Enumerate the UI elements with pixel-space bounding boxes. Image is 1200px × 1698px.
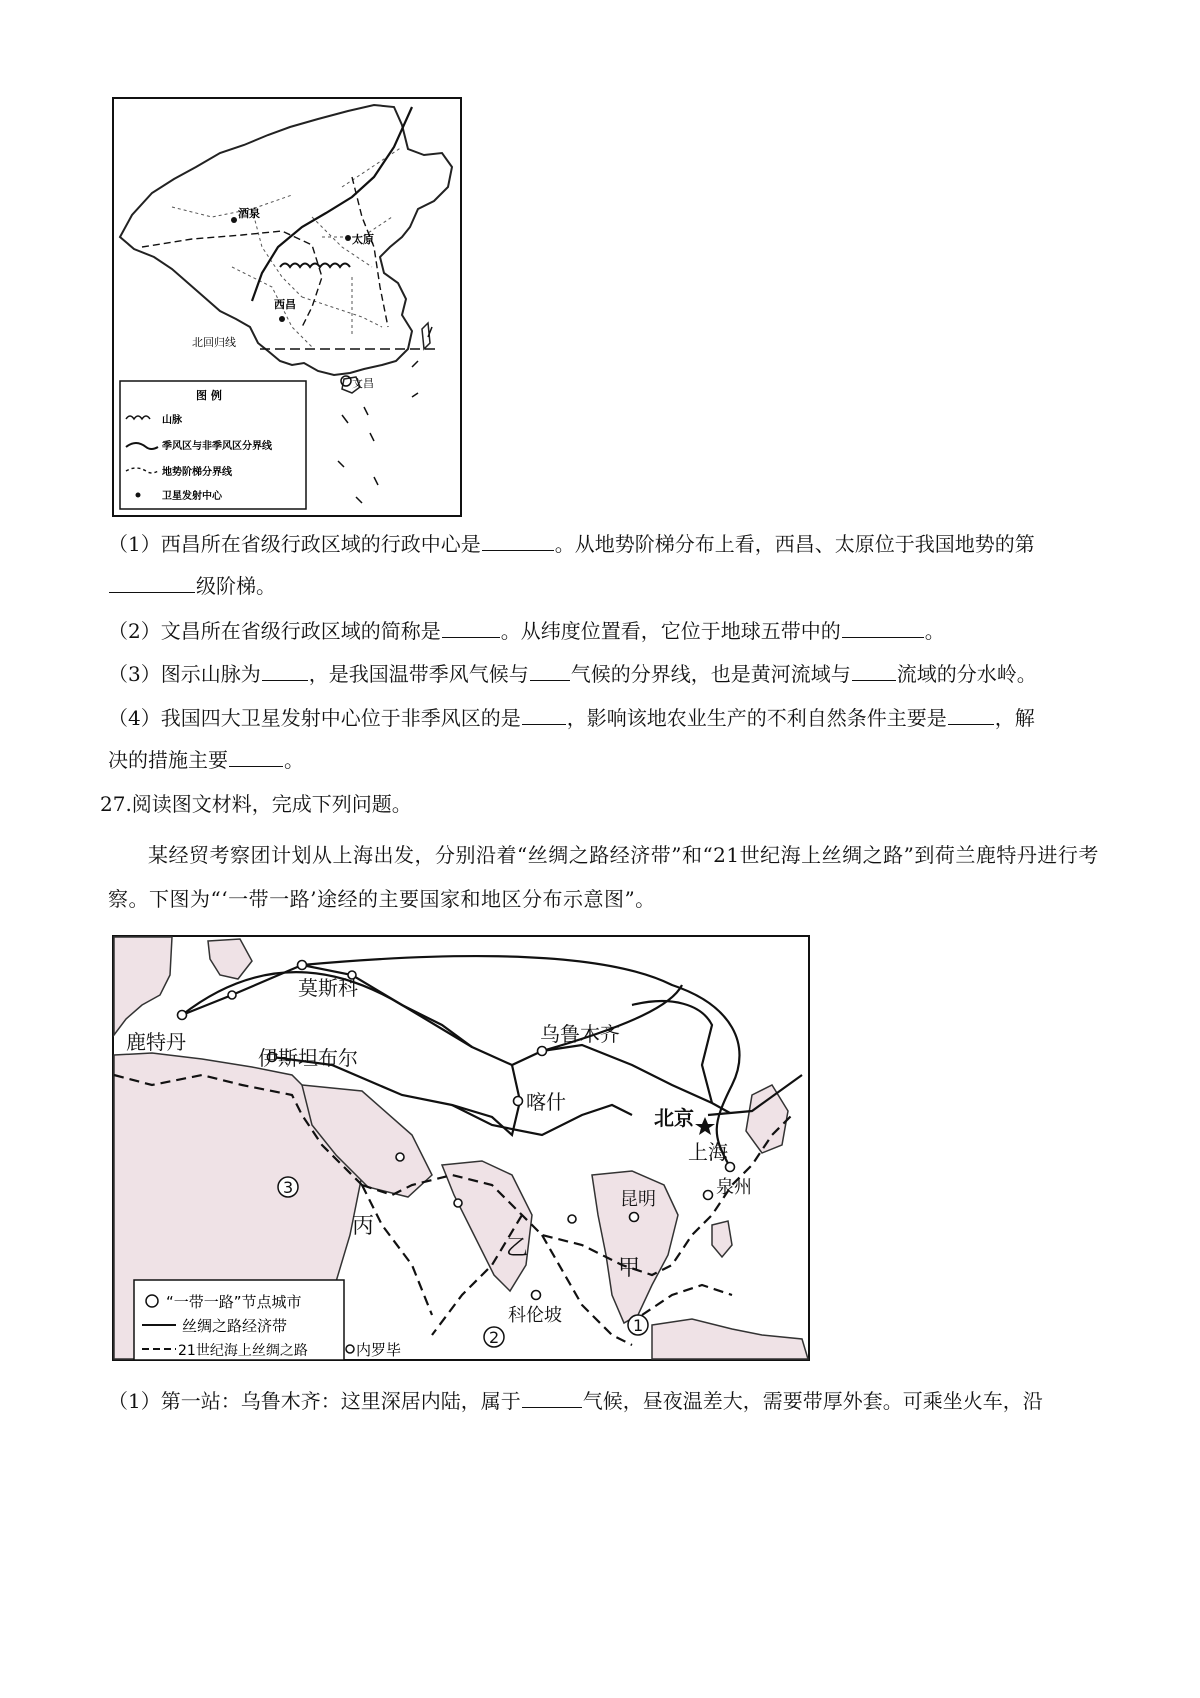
quanzhou-node [704,1191,713,1200]
q26-item-4-b: ，影响该地农业生产的不利自然条件主要是 [566,706,947,730]
label-yi: 乙 [506,1236,529,1261]
q26-item-4-line-2 [108,746,304,774]
moscow-node [298,961,307,970]
label-kashgar: 喀什 [526,1090,566,1114]
node-city [228,991,236,999]
legend-node: “一带一路”节点城市 [166,1293,302,1311]
label-colombo: 科伦坡 [508,1305,562,1326]
q26-item-3-b: ，是我国温带季风气候与 [308,662,529,686]
xichang-label: 西昌 [274,298,296,311]
q26-item-4-e: 。 [284,748,304,772]
node-city [568,1215,576,1223]
urumqi-node [538,1047,547,1056]
china-map-legend [120,381,306,509]
answer-blank[interactable] [109,572,195,593]
answer-blank[interactable] [948,704,994,725]
legend-terrain: 地势阶梯分界线 [162,467,232,478]
nairobi-node [346,1345,354,1353]
label-nairobi: 内罗毕 [356,1341,402,1359]
label-quanzhou: 泉州 [716,1177,752,1198]
legend-title: 图 例 [196,389,222,402]
q26-item-4-c: ，解 [994,706,1035,730]
taiyuan-marker [345,235,351,241]
q26-item-3-c: 气候的分界线，也是黄河流域与 [570,662,851,686]
q26-item-1-c: 级阶梯。 [196,574,276,598]
marker-1: 1 [633,1316,644,1335]
label-kunming: 昆明 [620,1189,656,1210]
colombo-node [532,1291,541,1300]
q26-item-1-a: （1）西昌所在省级行政区域的行政中心是 [108,532,481,556]
answer-blank[interactable] [482,530,554,551]
q26-item-2 [108,617,945,645]
legend-belt: 丝绸之路经济带 [182,1317,288,1335]
answer-blank[interactable] [530,660,570,681]
q26-item-1-line-1 [108,530,1035,558]
q26-item-3-a: （3）图示山脉为 [108,662,261,686]
label-rotterdam: 鹿特丹 [126,1030,186,1054]
taiyuan-label: 太原 [352,233,374,246]
q26-item-4-d: 决的措施主要 [108,748,228,772]
label-moscow: 莫斯科 [298,976,358,1000]
wenchang-label: 文昌 [352,377,374,390]
q26-item-3-d: 流域的分水岭。 [896,662,1037,686]
marker-3: 3 [283,1178,294,1197]
xichang-marker [279,316,285,322]
answer-blank[interactable] [442,617,500,638]
q26-item-1-line-2 [108,572,276,600]
label-urumqi: 乌鲁木齐 [540,1022,620,1046]
legend-mountain: 山脉 [162,415,182,426]
kashgar-node [514,1097,523,1106]
rotterdam-node [178,1011,187,1020]
q27-item-1 [108,1387,1043,1415]
q26-item-4-a: （4）我国四大卫星发射中心位于非季风区的是 [108,706,521,730]
kunming-node [630,1213,639,1222]
answer-blank[interactable] [262,660,308,681]
jiuquan-marker [231,217,237,223]
label-beijing: 北京 [654,1106,694,1130]
q26-item-2-c: 。 [924,619,945,643]
q26-item-1-b: 。从地势阶梯分布上看，西昌、太原位于我国地势的第 [554,532,1035,556]
q27-item-1-b: 气候，昼夜温差大，需要带厚外套。可乘坐火车，沿 [582,1389,1043,1413]
china-map [112,97,462,517]
answer-blank[interactable] [842,617,924,638]
node-city [454,1199,462,1207]
legend-monsoon: 季风区与非季风区分界线 [162,441,272,452]
belt-road-legend [134,1280,344,1360]
q26-item-4-line-1 [108,704,1035,732]
legend-road: 21世纪海上丝绸之路 [178,1343,308,1359]
answer-blank[interactable] [522,1387,582,1408]
q27-paragraph: 某经贸考察团计划从上海出发，分别沿着“丝绸之路经济带”和“21世纪海上丝绸之路”到荷兰鹿特丹进行考察。下图为“‘一带一路’途经的主要国家和地区分布示意图”。 [108,843,1099,911]
q26-item-3 [108,660,1037,688]
label-shanghai: 上海 [688,1140,728,1164]
q27-item-1-a: （1）第一站：乌鲁木齐：这里深居内陆，属于 [108,1389,521,1413]
tropic-label: 北回归线 [192,336,236,349]
q26-item-2-a: （2）文昌所在省级行政区域的简称是 [108,619,441,643]
legend-launch: 卫星发射中心 [162,491,222,502]
label-bing: 丙 [352,1214,375,1239]
q26-item-2-b: 。从纬度位置看，它位于地球五带中的 [500,619,841,643]
answer-blank[interactable] [852,660,896,681]
node-city [396,1153,404,1161]
answer-blank[interactable] [229,746,283,767]
label-istanbul: 伊斯坦布尔 [258,1046,358,1070]
belt-road-map [112,935,810,1361]
q27-heading: 27.阅读图文材料，完成下列问题。 [100,792,412,816]
label-jia: 甲 [618,1256,641,1281]
jiuquan-label: 酒泉 [238,207,260,220]
marker-2: 2 [489,1328,500,1347]
answer-blank[interactable] [522,704,566,725]
